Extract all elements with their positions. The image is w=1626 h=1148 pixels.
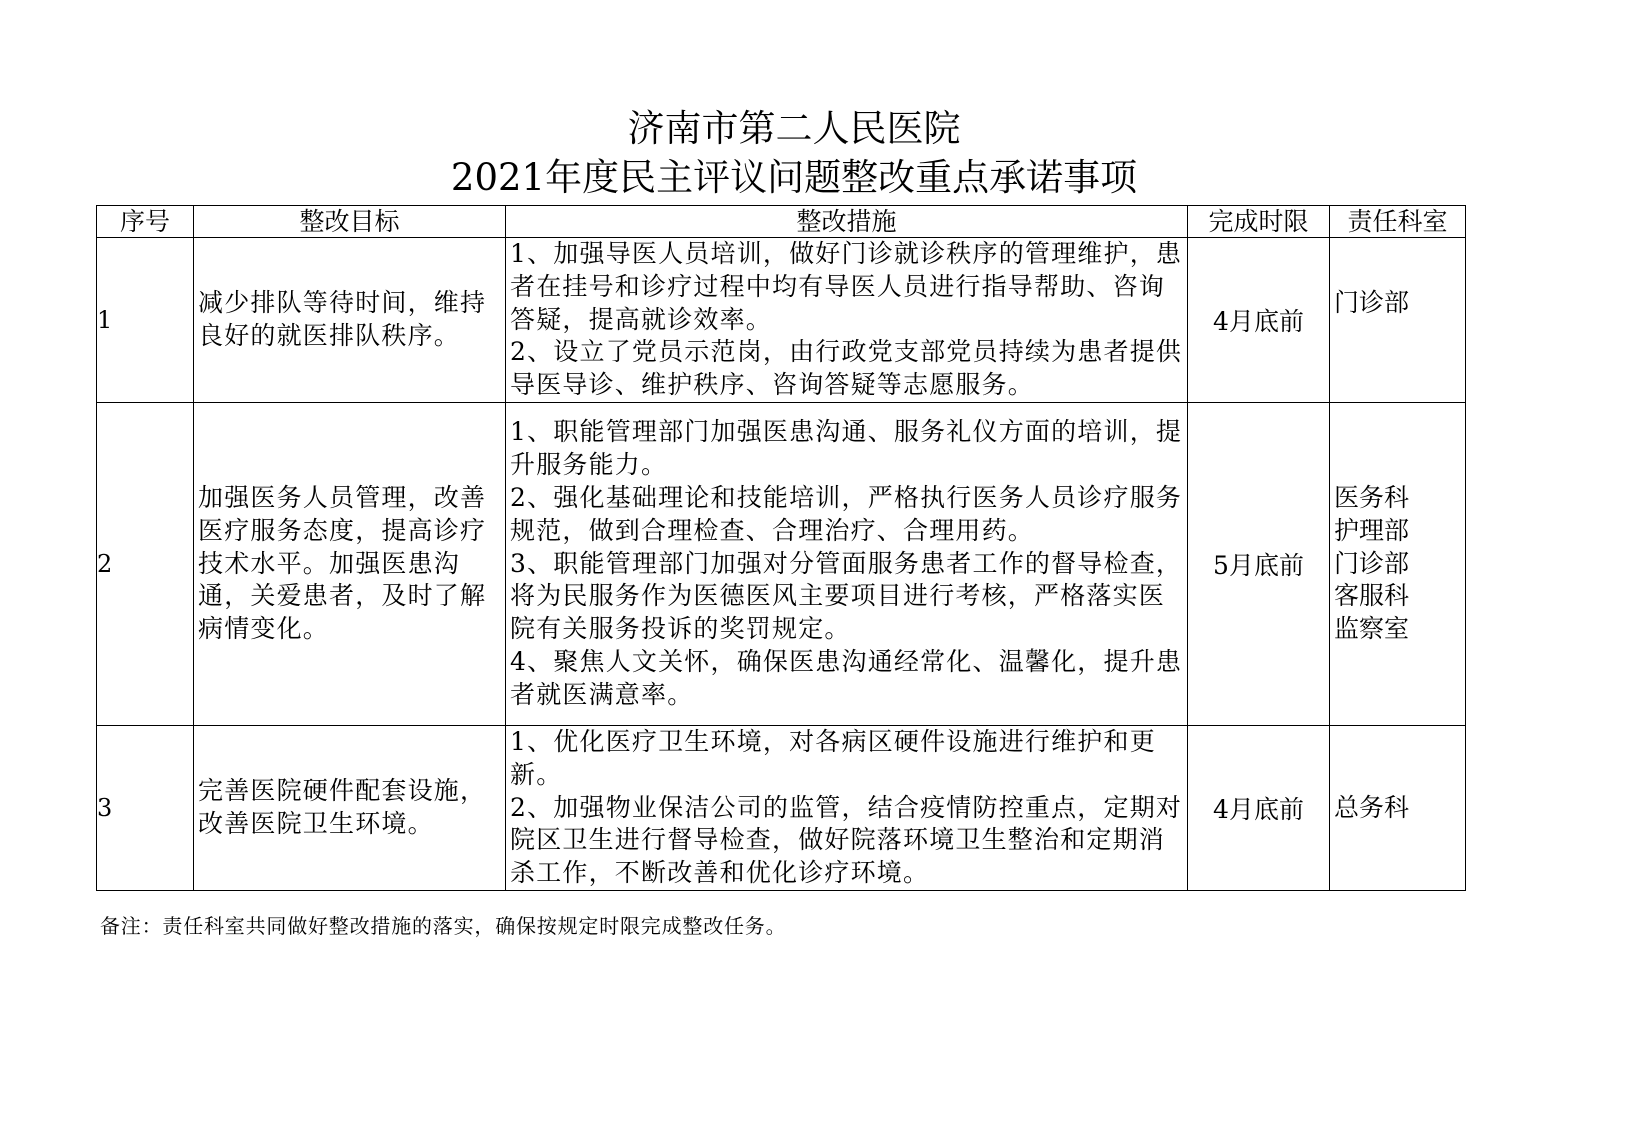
row-goal (194, 402, 506, 725)
dept-item: 门诊部 (1334, 548, 1410, 578)
footnote: 备注：责任科室共同做好整改措施的落实，确保按规定时限完成整改任务。 (100, 914, 787, 938)
measure-item: 4、聚焦人文关怀，确保医患沟通经常化、温馨化，提升患者就医满意率。 (510, 646, 1183, 709)
dept-item: 护理部 (1334, 515, 1410, 545)
row-seq: 2 (97, 402, 194, 725)
measure-item: 1、加强导医人员培训，做好门诊就诊秩序的管理维护，患者在挂号和诊疗过程中均有导医人员进行指导帮助、咨询答疑，提高就诊效率。 (510, 239, 1183, 334)
row-dept (1330, 725, 1466, 890)
measure-item: 1、职能管理部门加强医患沟通、服务礼仪方面的培训，提升服务能力。 (510, 417, 1183, 480)
dept-item: 门诊部 (1334, 287, 1410, 317)
row-measures (506, 725, 1188, 890)
row-goal (194, 238, 506, 403)
measure-item: 1、优化医疗卫生环境，对各病区硬件设施进行维护和更新。 (510, 726, 1156, 789)
measure-item: 3、职能管理部门加强对分管面服务患者工作的督导检查，将为民服务作为医德医风主要项目进行考核，严格落实医院有关服务投诉的奖罚规定。 (510, 548, 1183, 644)
dept-item: 监察室 (1334, 614, 1410, 644)
row-seq: 3 (97, 725, 194, 890)
commitment-table (96, 205, 1466, 891)
goal-text: 完善医院硬件配套设施，改善医院卫生环境。 (198, 776, 487, 838)
row-goal (194, 725, 506, 890)
table-header-row (97, 206, 1466, 238)
measure-item: 2、强化基础理论和技能培训，严格执行医务人员诊疗服务规范，做到合理检查、合理治疗、合理用药。 (510, 482, 1183, 545)
table-row (97, 238, 1466, 403)
row-dept (1330, 238, 1466, 403)
dept-item: 客服科 (1334, 581, 1410, 611)
table-row (97, 402, 1466, 725)
header-deadline: 完成时限 (1188, 206, 1330, 238)
document-title: 济南市第二人民医院 (627, 107, 961, 150)
header-measures: 整改措施 (506, 206, 1188, 238)
row-measures (506, 238, 1188, 403)
row-dept (1330, 402, 1466, 725)
goal-text: 减少排队等待时间，维持良好的就医排队秩序。 (198, 288, 487, 350)
header-seq: 序号 (97, 206, 194, 238)
row-deadline: 4月底前 (1188, 725, 1330, 890)
goal-text: 加强医务人员管理，改善医疗服务态度，提高诊疗技术水平。加强医患沟通，关爱患者，及时了解病情变化。 (198, 482, 487, 644)
row-measures (506, 402, 1188, 725)
header-dept: 责任科室 (1330, 206, 1466, 238)
header-goal: 整改目标 (194, 206, 506, 238)
measure-item: 2、加强物业保洁公司的监管，结合疫情防控重点，定期对院区卫生进行督导检查，做好院落环境卫生整治和定期消杀工作，不断改善和优化诊疗环境。 (510, 792, 1183, 888)
row-deadline: 4月底前 (1188, 238, 1330, 403)
measure-item: 2、设立了党员示范岗，由行政党支部党员持续为患者提供导医导诊、维护秩序、咨询答疑等志愿服务。 (510, 337, 1183, 400)
table-row (97, 725, 1466, 890)
dept-item: 医务科 (1334, 482, 1410, 512)
row-deadline: 5月底前 (1188, 402, 1330, 725)
dept-item: 总务科 (1334, 792, 1410, 822)
row-seq: 1 (97, 238, 194, 403)
document-subtitle: 2021年度民主评议问题整改重点承诺事项 (450, 156, 1138, 199)
